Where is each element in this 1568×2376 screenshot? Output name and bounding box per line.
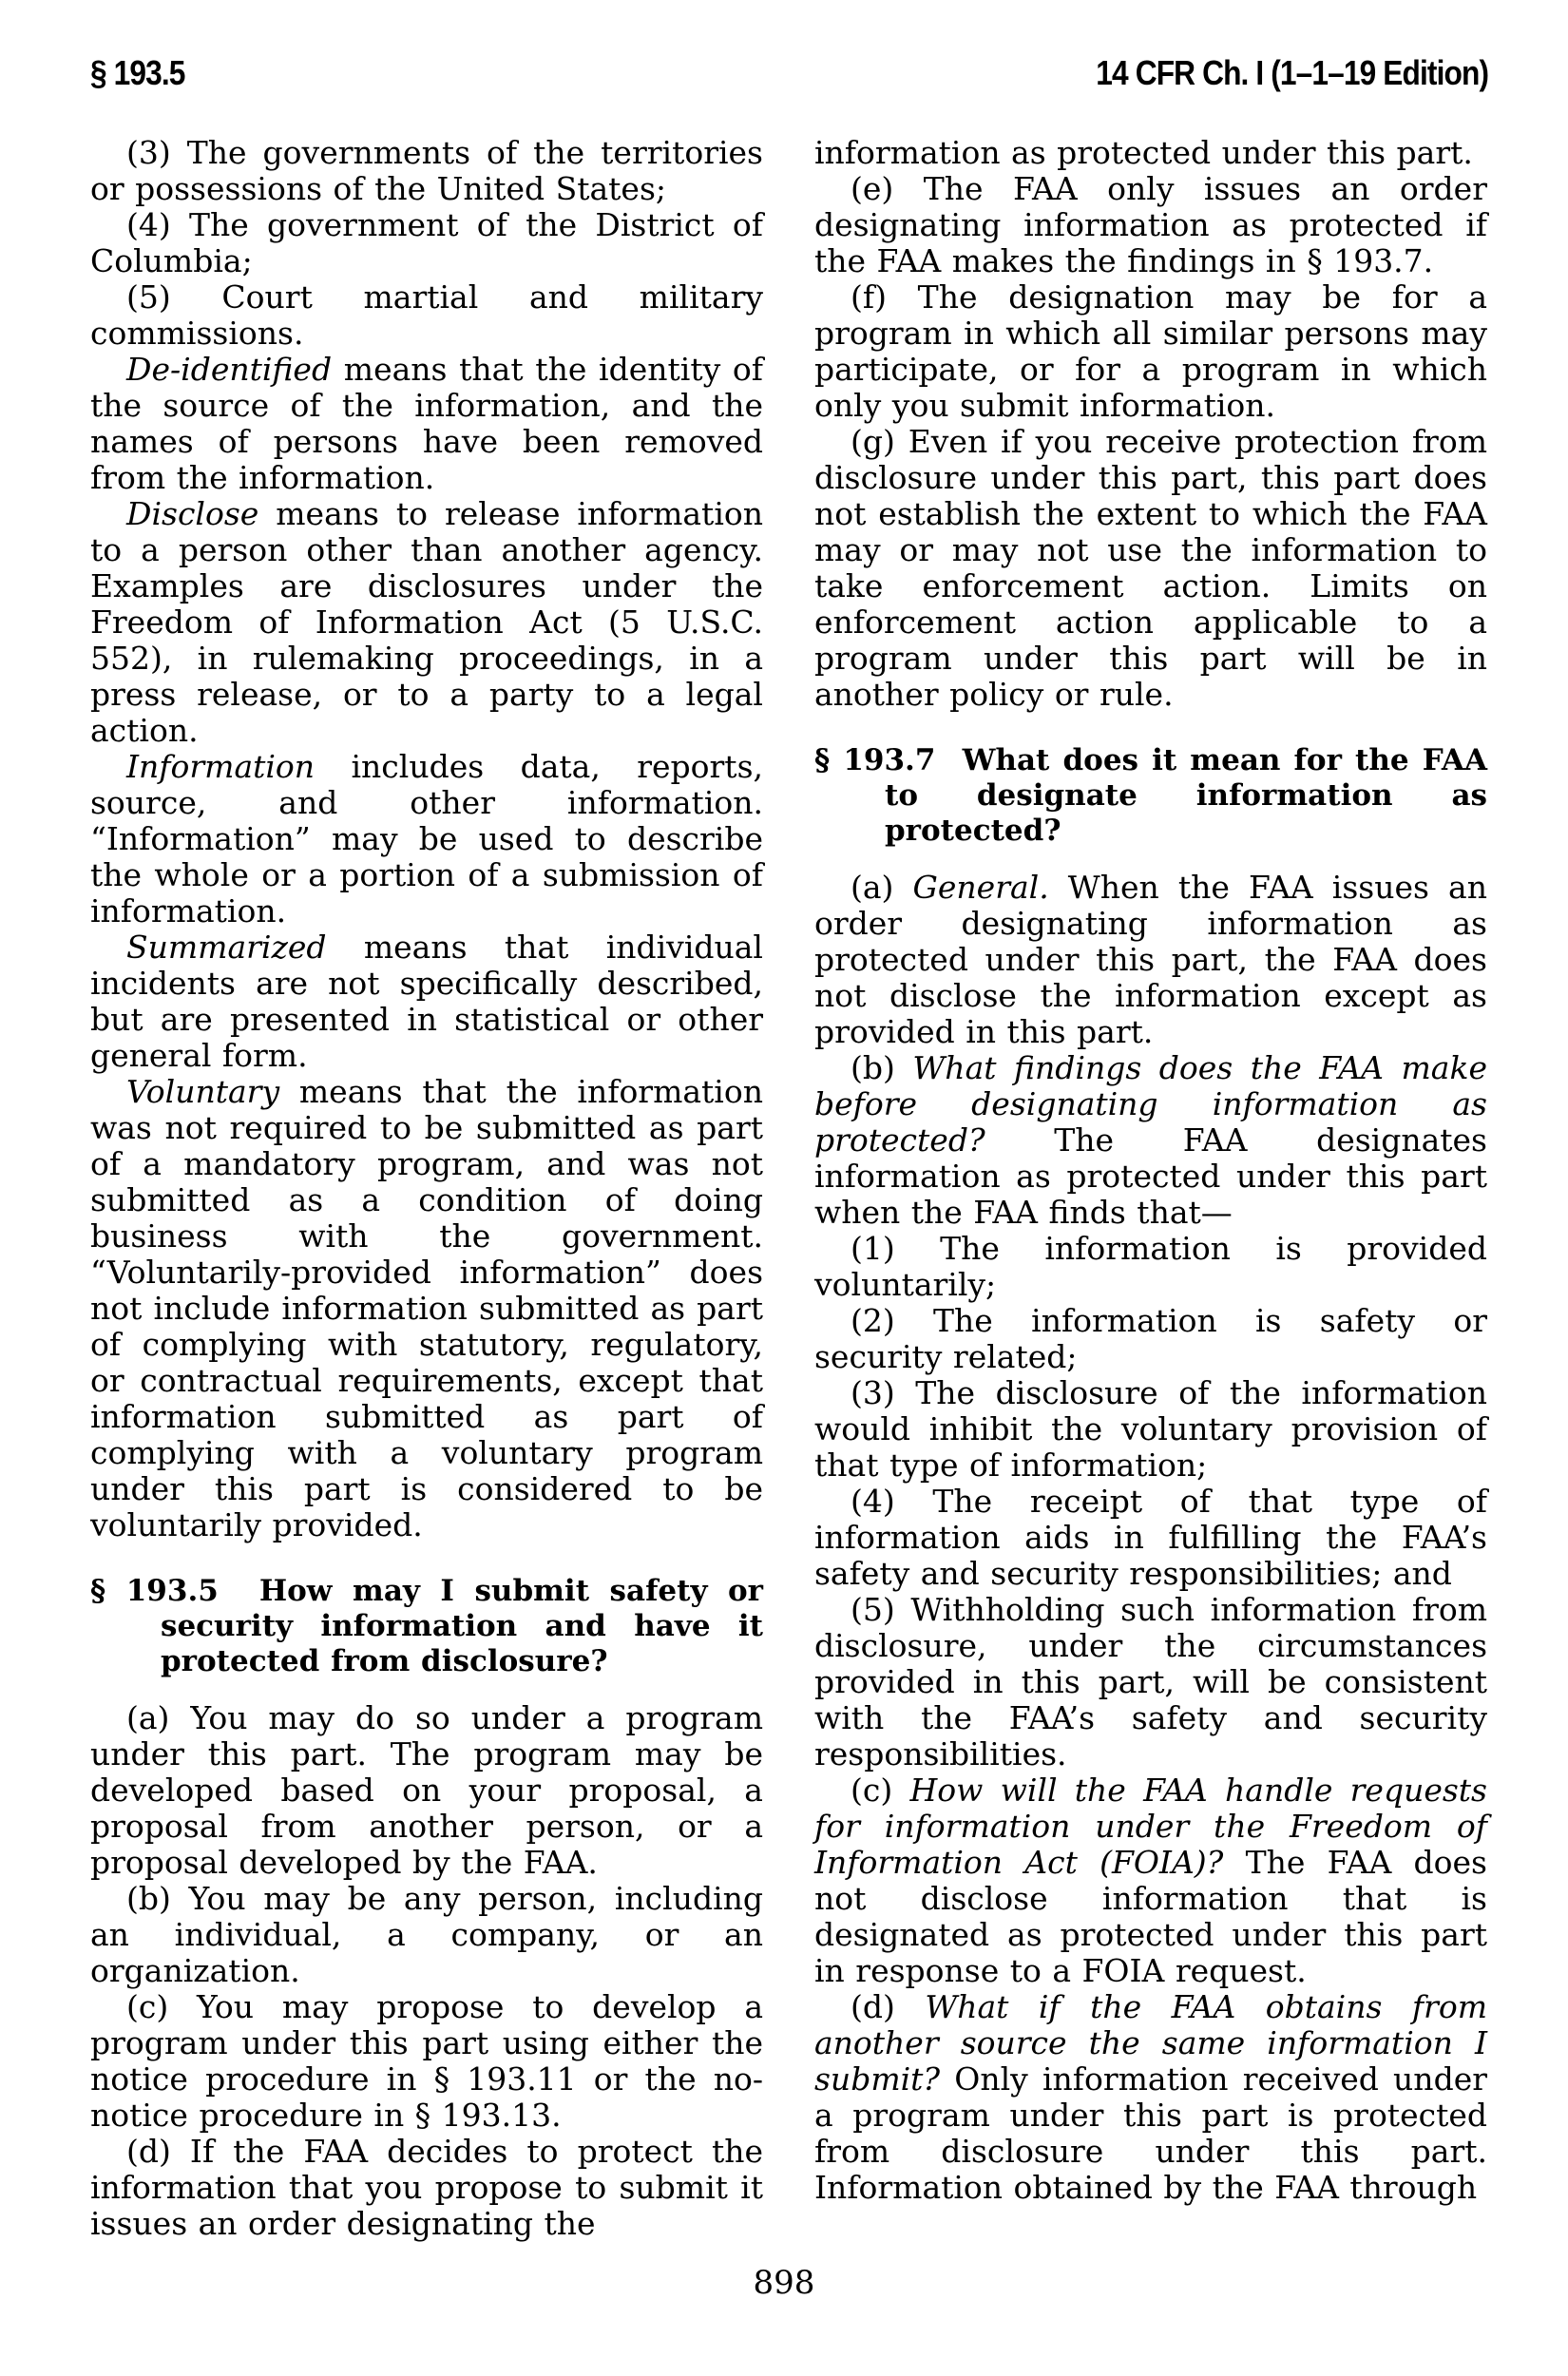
text-run: The FAA designates information as protected under this part when the FAA finds that— xyxy=(814,1121,1487,1231)
section-heading xyxy=(814,743,1487,849)
paragraph xyxy=(90,279,763,352)
paragraph xyxy=(814,1231,1487,1303)
italic-term: General. xyxy=(912,869,1049,906)
text-run: The FAA does not disclose information that is designated as protected under this part in response to a FOIA request. xyxy=(814,1844,1487,1989)
text-run: (3) The governments of the territories or possessions of the United States; xyxy=(90,134,763,207)
left-column xyxy=(90,135,763,2242)
italic-term: De-identified xyxy=(126,351,333,388)
text-run: (b) You may be any person, including an individual, a company, or an organization. xyxy=(90,1880,763,1989)
paragraph xyxy=(90,352,763,496)
text-run: (g) Even if you receive protection from disclosure under this part, this part does not establish the extent to which the FAA may or may not use the information to take enforcement action. Limits on enforcement action applicable to a program under this part will be in another policy or rule. xyxy=(814,423,1487,713)
text-run: (2) The information is safety or security related; xyxy=(814,1302,1487,1375)
italic-term: Information xyxy=(126,748,316,785)
text-run: (f) The designation may be for a program in which all similar persons may participate, or for a program in which only you submit information. xyxy=(814,278,1487,424)
running-head-edition: 14 CFR Ch. I (1–1–19 Edition) xyxy=(1096,53,1488,92)
text-run: means that the identity of the source of the information, and the names of persons have been removed from the information. xyxy=(90,351,763,496)
page-number: 898 xyxy=(753,2264,815,2302)
text-run: When the FAA issues an order designating information as protected under this part, the FAA does not disclose the information except as provided in this part. xyxy=(814,869,1487,1050)
italic-term: Summarized xyxy=(126,929,327,966)
paragraph xyxy=(814,279,1487,424)
italic-term: What if the FAA obtains from another source the same information I submit? xyxy=(814,1988,1487,2098)
text-columns xyxy=(90,135,1487,2242)
paragraph xyxy=(814,1050,1487,1231)
paragraph xyxy=(814,1375,1487,1484)
paragraph xyxy=(90,207,763,279)
paragraph xyxy=(814,424,1487,713)
text-run: (a) xyxy=(851,869,913,906)
text-run: information as protected under this part. xyxy=(814,134,1473,171)
text-run: (4) The receipt of that type of information aids in fulfilling the FAA’s safety and security responsibilities; and xyxy=(814,1483,1487,1592)
italic-term: Voluntary xyxy=(126,1073,280,1110)
paragraph xyxy=(814,1303,1487,1375)
text-run: (5) Court martial and military commissions. xyxy=(90,278,763,352)
paragraph xyxy=(90,2134,763,2242)
text-run: (a) You may do so under a program under this part. The program may be developed based on your proposal, a proposal from another person, or a proposal developed by the FAA. xyxy=(90,1699,763,1881)
paragraph xyxy=(90,749,763,929)
text-run: § 193.5 How may I submit safety or security information and have it protected from disclosure? xyxy=(90,1574,763,1678)
paragraph xyxy=(814,1772,1487,1989)
text-run: Only information received under a program under this part is protected from disclosure under this part. Information obtained by the FAA through xyxy=(814,2060,1487,2206)
running-head xyxy=(90,53,1488,95)
paragraph xyxy=(814,1592,1487,1772)
text-run: includes data, reports, source, and other information. “Information” may be used to describe the whole or a portion of a submission of information. xyxy=(90,748,763,929)
text-run: means that individual incidents are not specifically described, but are presented in statistical or other general form. xyxy=(90,929,763,1074)
paragraph xyxy=(90,135,763,207)
paragraph xyxy=(814,171,1487,279)
text-run: (b) xyxy=(851,1049,913,1086)
paragraph xyxy=(814,1989,1487,2206)
text-run: (5) Withholding such information from disclosure, under the circumstances provided in this part, will be consistent with the FAA’s safety and security responsibilities. xyxy=(814,1591,1487,1772)
text-run: (c) You may propose to develop a program under this part using either the notice procedure in § 193.11 or the no-notice procedure in § 193.13. xyxy=(90,1988,763,2134)
text-run: (d) xyxy=(851,1988,926,2025)
text-run: (1) The information is provided voluntarily; xyxy=(814,1230,1487,1303)
italic-term: What findings does the FAA make before designating information as protected? xyxy=(814,1049,1487,1159)
text-run: § 193.7 What does it mean for the FAA to designate information as protected? xyxy=(814,743,1487,848)
paragraph xyxy=(90,1989,763,2134)
paragraph xyxy=(90,1881,763,1989)
text-run: (e) The FAA only issues an order designating information as protected if the FAA makes the findings in § 193.7. xyxy=(814,170,1487,279)
text-run: (d) If the FAA decides to protect the information that you propose to submit it issues an order designating the xyxy=(90,2133,763,2242)
paragraph xyxy=(90,929,763,1074)
right-column xyxy=(814,135,1487,2242)
text-run: (c) xyxy=(851,1772,910,1809)
running-head-section: § 193.5 xyxy=(90,53,185,92)
italic-term: How will the FAA handle requests for information under the Freedom of Information Act (FOIA)? xyxy=(814,1772,1487,1881)
paragraph xyxy=(814,870,1487,1050)
paragraph xyxy=(814,1484,1487,1592)
text-run: means to release information to a person other than another agency. Examples are disclosures under the Freedom of Information Act (5 U.S.C. 552), in rulemaking proceedings, in a press release, or to a party to a legal action. xyxy=(90,495,763,749)
section-heading xyxy=(90,1574,763,1679)
paragraph xyxy=(90,496,763,749)
italic-term: Disclose xyxy=(126,495,259,532)
paragraph xyxy=(90,1700,763,1881)
paragraph xyxy=(90,1074,763,1543)
text-run: means that the information was not required to be submitted as part of a mandatory program, and was not submitted as a condition of doing business with the government. “Voluntarily-provided information” does not include information submitted as part of complying with statutory, regulatory, or contractual requirements, except that information submitted as part of complying with a voluntary program under this part is considered to be voluntarily provided. xyxy=(90,1073,763,1543)
text-run: (4) The government of the District of Columbia; xyxy=(90,206,763,279)
paragraph xyxy=(814,135,1487,171)
text-run: (3) The disclosure of the information would inhibit the voluntary provision of that type of information; xyxy=(814,1374,1487,1484)
